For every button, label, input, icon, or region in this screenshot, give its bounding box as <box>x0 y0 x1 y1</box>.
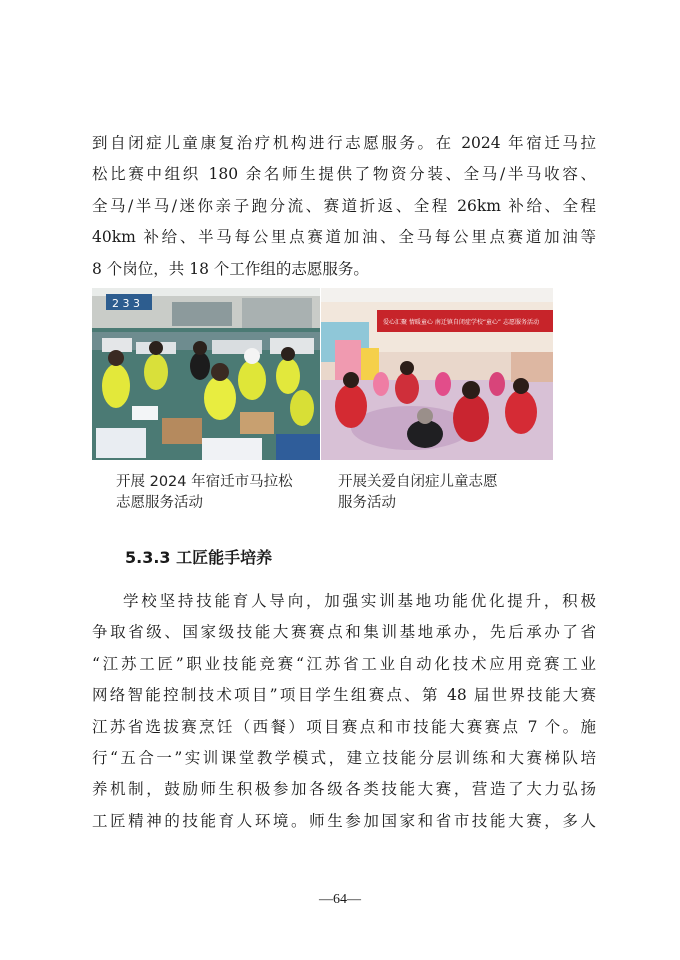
autism-children-volunteer-photo <box>321 288 553 460</box>
text-line: 行“五合一”实训课堂教学模式，建立技能分层训练和大赛梯队培 <box>92 749 596 768</box>
caption-line: 开展 2024 年宿迁市马拉松 <box>116 474 293 490</box>
text-line: “江苏工匠”职业技能竞赛“江苏省工业自动化技术应用竞赛工业 <box>92 654 596 673</box>
text-line: 争取省级、国家级技能大赛赛点和集训基地承办，先后承办了省 <box>92 623 596 642</box>
caption-autism-photo <box>338 472 538 514</box>
text-line: 工匠精神的技能育人环境。师生参加国家和省市技能大赛，多人 <box>92 811 596 830</box>
caption-line: 志愿服务活动 <box>116 495 203 511</box>
paragraph-volunteer-service <box>92 128 596 285</box>
text-line: 松比赛中组织 180 余名师生提供了物资分装、全马/半马收容、 <box>92 165 596 184</box>
text-line: 养机制，鼓励师生积极参加各级各类技能大赛，营造了大力弘扬 <box>92 780 596 799</box>
text-line: 到自闭症儿童康复治疗机构进行志愿服务。在 2024 年宿迁马拉 <box>92 134 596 152</box>
section-heading: 5.3.3 工匠能手培养 <box>125 548 273 567</box>
text-line: 学校坚持技能育人导向，加强实训基地功能优化提升，积极 <box>123 592 596 610</box>
photo-sign-text: 2 3 3 <box>112 297 140 310</box>
caption-marathon-photo <box>116 472 316 514</box>
text-line: 网络智能控制技术项目”项目学生组赛点、第 48 届世界技能大赛 <box>92 686 596 705</box>
caption-line: 开展关爱自闭症儿童志愿 <box>338 474 498 490</box>
page-number: —64— <box>319 892 361 907</box>
photo-banner-text: 爱心汇聚 情暖童心 南迁镇自闭症学校“童心” 志愿服务活动 <box>383 319 539 326</box>
text-line: 40km 补给、半马每公里点赛道加油、全马每公里点赛道加油等 <box>92 228 596 247</box>
text-line: 全马/半马/迷你亲子跑分流、赛道折返、全程 26km 补给、全程 <box>92 196 596 215</box>
text-line: 江苏省选拔赛烹饪（西餐）项目赛点和市技能大赛赛点 7 个。施 <box>92 717 596 736</box>
caption-line: 服务活动 <box>338 495 396 511</box>
text-line: 8 个岗位，共 18 个工作组的志愿服务。 <box>92 259 369 278</box>
marathon-volunteer-photo <box>92 288 320 460</box>
paragraph-craftsman-training <box>92 586 596 837</box>
